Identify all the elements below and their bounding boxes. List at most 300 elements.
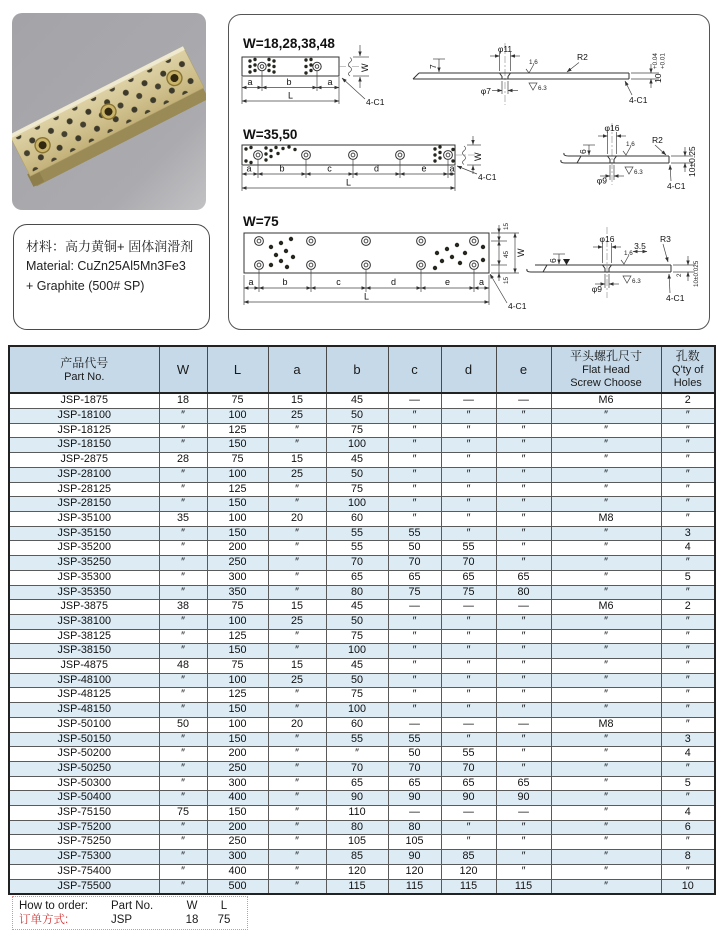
- cell-w: ″: [159, 482, 207, 497]
- cell-e: ″: [496, 673, 551, 688]
- cell-part-no: JSP-50300: [9, 776, 159, 791]
- cell-d: ″: [441, 820, 496, 835]
- cell-c: ″: [388, 423, 441, 438]
- cell-screw: ″: [551, 556, 661, 571]
- cell-a: 20: [268, 717, 326, 732]
- cell-w: ″: [159, 438, 207, 453]
- dim3-a1: a: [248, 277, 254, 287]
- cell-part-no: JSP-50250: [9, 761, 159, 776]
- cell-holes: ″: [661, 791, 715, 806]
- cell-part-no: JSP-35300: [9, 570, 159, 585]
- cell-a: ″: [268, 791, 326, 806]
- cell-part-no: JSP-35150: [9, 526, 159, 541]
- cell-d: ″: [441, 453, 496, 468]
- cell-w: ″: [159, 644, 207, 659]
- cell-part-no: JSP-38100: [9, 614, 159, 629]
- cell-b: 50: [326, 614, 388, 629]
- cell-c: 105: [388, 835, 441, 850]
- section-w18: [413, 43, 667, 105]
- cell-d: 65: [441, 570, 496, 585]
- drawing-w18-28-38-48: [242, 36, 385, 107]
- cell-screw: ″: [551, 453, 661, 468]
- cell-a: ″: [268, 570, 326, 585]
- dim3-phi16: φ16: [599, 234, 615, 244]
- header-b: b: [326, 346, 388, 393]
- cell-e: —: [496, 393, 551, 408]
- table-row: [9, 526, 715, 541]
- cell-w: ″: [159, 526, 207, 541]
- cell-w: ″: [159, 541, 207, 556]
- cell-e: ″: [496, 512, 551, 527]
- table-row: [9, 556, 715, 571]
- cell-part-no: JSP-75250: [9, 835, 159, 850]
- order-label-zh: 订单方式:: [19, 914, 69, 926]
- table-row: [9, 393, 715, 408]
- cell-e: 65: [496, 776, 551, 791]
- cell-c: 120: [388, 864, 441, 879]
- cell-e: 90: [496, 791, 551, 806]
- dim3-45: 45: [503, 250, 510, 258]
- drawing-w35-50: [242, 127, 497, 191]
- cell-w: ″: [159, 732, 207, 747]
- cell-holes: ″: [661, 438, 715, 453]
- cell-c: ″: [388, 688, 441, 703]
- table-row: [9, 453, 715, 468]
- cell-holes: 3: [661, 526, 715, 541]
- table-header-row: [9, 346, 715, 393]
- cell-l: 125: [207, 482, 268, 497]
- cell-screw: ″: [551, 409, 661, 424]
- drawing2-title: W=35,50: [243, 127, 298, 142]
- cell-e: ″: [496, 614, 551, 629]
- cell-c: ″: [388, 644, 441, 659]
- cell-w: ″: [159, 614, 207, 629]
- cell-d: ″: [441, 703, 496, 718]
- cell-d: ″: [441, 423, 496, 438]
- table-row: [9, 747, 715, 762]
- cell-w: ″: [159, 629, 207, 644]
- chamfer-note2s: 4-C1: [667, 181, 686, 191]
- cell-c: 55: [388, 526, 441, 541]
- cell-l: 150: [207, 438, 268, 453]
- cell-a: 15: [268, 600, 326, 615]
- cell-b: 45: [326, 453, 388, 468]
- cell-e: ″: [496, 526, 551, 541]
- cell-part-no: JSP-28100: [9, 467, 159, 482]
- cell-w: ″: [159, 570, 207, 585]
- cell-part-no: JSP-18150: [9, 438, 159, 453]
- product-photo: [12, 13, 206, 210]
- cell-b: 75: [326, 688, 388, 703]
- dim-10: 10: [653, 73, 663, 83]
- cell-e: ″: [496, 629, 551, 644]
- cell-part-no: JSP-18125: [9, 423, 159, 438]
- cell-b: 55: [326, 732, 388, 747]
- cell-b: 100: [326, 497, 388, 512]
- cell-holes: ″: [661, 467, 715, 482]
- dim2-b: b: [279, 163, 285, 174]
- cell-screw: ″: [551, 864, 661, 879]
- dim2-W: W: [473, 152, 483, 161]
- cell-c: ″: [388, 512, 441, 527]
- table-row: [9, 791, 715, 806]
- cell-b: 70: [326, 761, 388, 776]
- cell-part-no: JSP-48100: [9, 673, 159, 688]
- drawing1-title: W=18,28,38,48: [243, 36, 335, 51]
- cell-c: 65: [388, 570, 441, 585]
- order-example-part: JSP: [111, 914, 133, 926]
- table-row: [9, 879, 715, 894]
- dim2-a1: a: [246, 163, 252, 174]
- cell-d: 70: [441, 761, 496, 776]
- order-col-w: W: [186, 900, 198, 912]
- cell-d: 55: [441, 747, 496, 762]
- cell-a: ″: [268, 864, 326, 879]
- dim2-R2: R2: [652, 135, 663, 145]
- material-text-en2: + Graphite (500# SP): [26, 278, 145, 293]
- cell-holes: ″: [661, 512, 715, 527]
- order-col-part: Part No.: [111, 900, 154, 912]
- cell-b: 100: [326, 703, 388, 718]
- cell-d: —: [441, 806, 496, 821]
- cell-holes: 8: [661, 850, 715, 865]
- cell-l: 75: [207, 659, 268, 674]
- cell-a: ″: [268, 585, 326, 600]
- cell-screw: ″: [551, 497, 661, 512]
- cell-part-no: JSP-28150: [9, 497, 159, 512]
- cell-e: ″: [496, 541, 551, 556]
- header-a: a: [268, 346, 326, 393]
- cell-e: ″: [496, 761, 551, 776]
- cell-e: —: [496, 806, 551, 821]
- chamfer-note1: 4-C1: [366, 97, 385, 107]
- cell-c: ″: [388, 438, 441, 453]
- cell-b: 80: [326, 585, 388, 600]
- cell-holes: ″: [661, 659, 715, 674]
- cell-d: 115: [441, 879, 496, 894]
- cell-screw: ″: [551, 806, 661, 821]
- cell-a: ″: [268, 644, 326, 659]
- spec-table: [8, 345, 716, 895]
- cell-c: ″: [388, 673, 441, 688]
- header-c: c: [388, 346, 441, 393]
- tol-lo: +0.01: [659, 53, 667, 69]
- order-line-zh: [19, 913, 241, 927]
- cell-a: ″: [268, 526, 326, 541]
- cell-d: ″: [441, 409, 496, 424]
- table-row: [9, 438, 715, 453]
- dim-W: W: [360, 63, 370, 72]
- cell-part-no: JSP-48150: [9, 703, 159, 718]
- dim3-a2: a: [478, 277, 485, 287]
- cell-c: ″: [388, 482, 441, 497]
- cell-d: 120: [441, 864, 496, 879]
- cell-a: ″: [268, 820, 326, 835]
- cell-screw: M6: [551, 393, 661, 408]
- dim2-thk: 10±0.25: [687, 146, 697, 177]
- cell-w: ″: [159, 585, 207, 600]
- cell-b: 45: [326, 659, 388, 674]
- cell-c: 115: [388, 879, 441, 894]
- cell-l: 100: [207, 467, 268, 482]
- dim3-d: d: [390, 277, 397, 287]
- cell-l: 150: [207, 806, 268, 821]
- cell-w: ″: [159, 879, 207, 894]
- table-row: [9, 512, 715, 527]
- dim3-6: 6: [548, 258, 558, 263]
- cell-d: 90: [441, 791, 496, 806]
- cell-a: ″: [268, 629, 326, 644]
- cell-screw: ″: [551, 423, 661, 438]
- dim2-e: e: [421, 163, 427, 174]
- cell-part-no: JSP-38125: [9, 629, 159, 644]
- cell-e: ″: [496, 644, 551, 659]
- cell-c: —: [388, 393, 441, 408]
- table-row: [9, 423, 715, 438]
- cell-screw: ″: [551, 438, 661, 453]
- cell-e: ″: [496, 482, 551, 497]
- cell-part-no: JSP-18100: [9, 409, 159, 424]
- cell-b: 65: [326, 570, 388, 585]
- cell-d: ″: [441, 497, 496, 512]
- cell-d: ″: [441, 467, 496, 482]
- cell-d: ″: [441, 438, 496, 453]
- cell-screw: ″: [551, 791, 661, 806]
- cell-part-no: JSP-50100: [9, 717, 159, 732]
- cell-c: 70: [388, 556, 441, 571]
- cell-b: 60: [326, 512, 388, 527]
- cell-holes: ″: [661, 688, 715, 703]
- cell-screw: ″: [551, 703, 661, 718]
- table-row: [9, 835, 715, 850]
- product-photo-image: [12, 13, 206, 210]
- cell-a: 25: [268, 673, 326, 688]
- cell-screw: ″: [551, 761, 661, 776]
- cell-holes: ″: [661, 703, 715, 718]
- cell-part-no: JSP-35200: [9, 541, 159, 556]
- cell-c: ″: [388, 659, 441, 674]
- cell-holes: ″: [661, 614, 715, 629]
- cell-e: 115: [496, 879, 551, 894]
- cell-e: ″: [496, 835, 551, 850]
- cell-screw: ″: [551, 820, 661, 835]
- cell-holes: 6: [661, 820, 715, 835]
- cell-c: —: [388, 717, 441, 732]
- dim3-15a: 15: [503, 222, 510, 230]
- cell-l: 100: [207, 614, 268, 629]
- tol-hi: +0.04: [652, 53, 659, 69]
- dim2-c: c: [327, 163, 332, 174]
- cell-l: 400: [207, 864, 268, 879]
- cell-l: 125: [207, 629, 268, 644]
- cell-d: ″: [441, 629, 496, 644]
- cell-a: 15: [268, 659, 326, 674]
- cell-e: ″: [496, 747, 551, 762]
- cell-w: 18: [159, 393, 207, 408]
- cell-part-no: JSP-35350: [9, 585, 159, 600]
- cell-d: —: [441, 600, 496, 615]
- cell-c: 50: [388, 541, 441, 556]
- table-row: [9, 600, 715, 615]
- cell-a: 25: [268, 409, 326, 424]
- cell-e: ″: [496, 850, 551, 865]
- cell-w: ″: [159, 409, 207, 424]
- cell-d: 65: [441, 776, 496, 791]
- header-screw: 平头螺孔尺寸 Flat Head Screw Choose: [551, 346, 661, 393]
- table-row: [9, 409, 715, 424]
- finish3-6-3: 6.3: [632, 278, 641, 285]
- cell-a: ″: [268, 556, 326, 571]
- cell-holes: ″: [661, 644, 715, 659]
- table-row: [9, 673, 715, 688]
- cell-holes: 5: [661, 570, 715, 585]
- chamfer-note3: 4-C1: [508, 301, 527, 311]
- technical-drawings-panel: [228, 14, 710, 330]
- cell-a: ″: [268, 688, 326, 703]
- cell-holes: ″: [661, 717, 715, 732]
- table-row: [9, 644, 715, 659]
- dim-phi7: φ7: [480, 86, 491, 96]
- cell-holes: 4: [661, 806, 715, 821]
- cell-a: ″: [268, 806, 326, 821]
- cell-w: ″: [159, 850, 207, 865]
- table-row: [9, 776, 715, 791]
- cell-l: 200: [207, 541, 268, 556]
- cell-screw: ″: [551, 541, 661, 556]
- cell-l: 100: [207, 673, 268, 688]
- header-d: d: [441, 346, 496, 393]
- dim2-L: L: [345, 177, 352, 188]
- cell-b: 115: [326, 879, 388, 894]
- cell-screw: ″: [551, 659, 661, 674]
- cell-d: ″: [441, 526, 496, 541]
- dim-a2: a: [327, 77, 333, 87]
- cell-b: 75: [326, 482, 388, 497]
- cell-e: ″: [496, 556, 551, 571]
- cell-b: 45: [326, 600, 388, 615]
- cell-l: 200: [207, 820, 268, 835]
- cell-a: 20: [268, 512, 326, 527]
- cell-w: ″: [159, 747, 207, 762]
- cell-c: ″: [388, 614, 441, 629]
- cell-e: —: [496, 600, 551, 615]
- cell-b: 105: [326, 835, 388, 850]
- cell-d: —: [441, 393, 496, 408]
- cell-holes: ″: [661, 453, 715, 468]
- cell-d: ″: [441, 835, 496, 850]
- dim2-d: d: [373, 163, 380, 174]
- cell-d: ″: [441, 512, 496, 527]
- cell-d: ″: [441, 688, 496, 703]
- cell-e: ″: [496, 688, 551, 703]
- cell-l: 300: [207, 570, 268, 585]
- cell-holes: ″: [661, 423, 715, 438]
- cell-c: 80: [388, 820, 441, 835]
- cell-c: 65: [388, 776, 441, 791]
- cell-part-no: JSP-75500: [9, 879, 159, 894]
- table-row: [9, 614, 715, 629]
- cell-l: 150: [207, 732, 268, 747]
- cell-part-no: JSP-50200: [9, 747, 159, 762]
- cell-holes: 10: [661, 879, 715, 894]
- cell-l: 250: [207, 761, 268, 776]
- dim3-2: 2: [676, 273, 683, 277]
- cell-screw: M8: [551, 512, 661, 527]
- cell-holes: ″: [661, 761, 715, 776]
- cell-b: 110: [326, 806, 388, 821]
- table-row: [9, 703, 715, 718]
- table-body: [9, 393, 715, 894]
- dim3-c: c: [336, 277, 341, 287]
- material-info-box: [13, 224, 210, 330]
- cell-e: ″: [496, 703, 551, 718]
- cell-l: 250: [207, 835, 268, 850]
- cell-screw: ″: [551, 482, 661, 497]
- cell-screw: ″: [551, 526, 661, 541]
- table-row: [9, 629, 715, 644]
- cell-b: 55: [326, 541, 388, 556]
- cell-a: 15: [268, 393, 326, 408]
- cell-a: ″: [268, 835, 326, 850]
- cell-holes: ″: [661, 673, 715, 688]
- header-e: e: [496, 346, 551, 393]
- cell-a: ″: [268, 761, 326, 776]
- cell-c: 75: [388, 585, 441, 600]
- cell-l: 150: [207, 644, 268, 659]
- dim3-L: L: [363, 291, 370, 302]
- cell-holes: 3: [661, 732, 715, 747]
- cell-holes: ″: [661, 585, 715, 600]
- drawing3-title: W=75: [243, 214, 279, 229]
- cell-holes: ″: [661, 835, 715, 850]
- cell-c: ″: [388, 629, 441, 644]
- cell-c: 90: [388, 791, 441, 806]
- cell-screw: ″: [551, 835, 661, 850]
- cell-a: 15: [268, 453, 326, 468]
- finish-1-6: 1.6: [529, 59, 538, 66]
- chamfer-note1s: 4-C1: [629, 95, 648, 105]
- cell-w: ″: [159, 703, 207, 718]
- cell-holes: 2: [661, 600, 715, 615]
- cell-c: ″: [388, 409, 441, 424]
- cell-a: ″: [268, 482, 326, 497]
- dim-b: b: [286, 77, 292, 87]
- cell-c: —: [388, 600, 441, 615]
- cell-a: ″: [268, 879, 326, 894]
- cell-part-no: JSP-75200: [9, 820, 159, 835]
- cell-w: ″: [159, 673, 207, 688]
- cell-part-no: JSP-75400: [9, 864, 159, 879]
- cell-screw: ″: [551, 467, 661, 482]
- cell-l: 150: [207, 703, 268, 718]
- cell-d: —: [441, 717, 496, 732]
- dim-a1: a: [247, 77, 253, 87]
- cell-screw: ″: [551, 776, 661, 791]
- cell-l: 300: [207, 776, 268, 791]
- cell-part-no: JSP-75300: [9, 850, 159, 865]
- cell-a: 25: [268, 614, 326, 629]
- cell-holes: 4: [661, 747, 715, 762]
- table-row: [9, 541, 715, 556]
- cell-l: 250: [207, 556, 268, 571]
- cell-b: ″: [326, 747, 388, 762]
- cell-b: 85: [326, 850, 388, 865]
- cell-l: 500: [207, 879, 268, 894]
- cell-b: 65: [326, 776, 388, 791]
- cell-w: ″: [159, 864, 207, 879]
- dim3-thk: 10±0.025: [693, 260, 700, 287]
- cell-screw: M6: [551, 600, 661, 615]
